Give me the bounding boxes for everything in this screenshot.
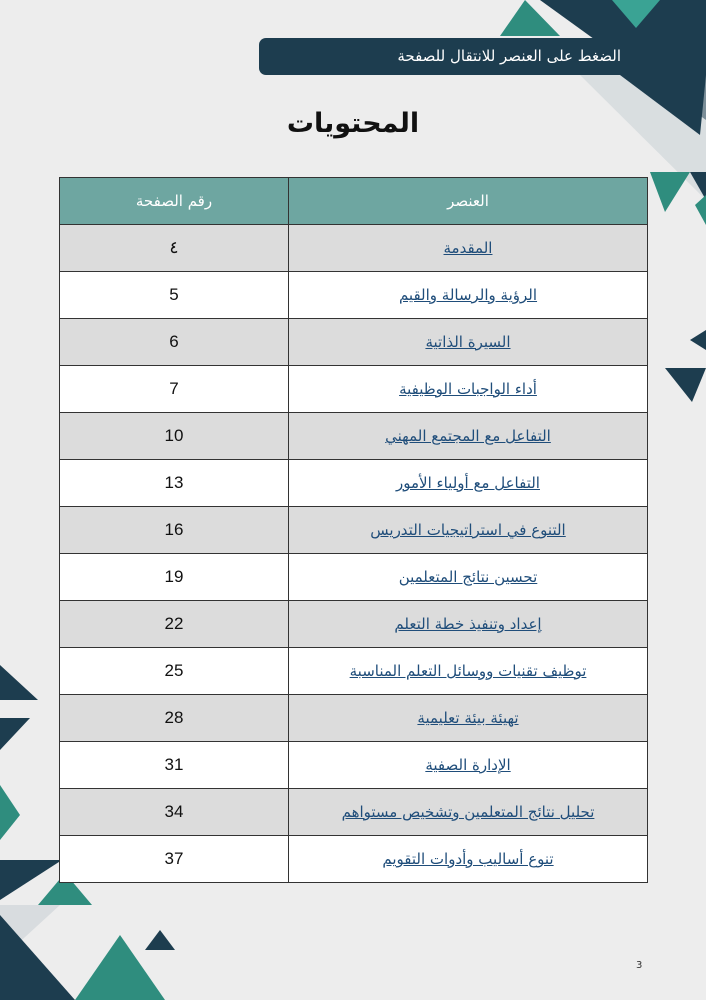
toc-page-number: 10 — [164, 426, 184, 445]
toc-page-number: 13 — [164, 473, 184, 492]
table-row — [60, 742, 648, 789]
toc-link-item[interactable]: إعداد وتنفيذ خطة التعلم — [394, 615, 542, 633]
toc-page-number: 6 — [169, 332, 179, 351]
table-row — [60, 460, 648, 507]
table-row — [60, 272, 648, 319]
page-number: 3 — [636, 960, 643, 971]
table-row — [60, 789, 648, 836]
table-row — [60, 601, 648, 648]
table-row — [60, 366, 648, 413]
toc-link-item[interactable]: تحسين نتائج المتعلمين — [398, 568, 538, 586]
toc-page-number: 34 — [164, 802, 184, 821]
toc-page-number: 25 — [164, 661, 184, 680]
page-title: المحتويات — [286, 108, 420, 139]
table-row — [60, 507, 648, 554]
table-row — [60, 695, 648, 742]
table-row — [60, 225, 648, 272]
toc-page-number: 31 — [164, 755, 184, 774]
table-row — [60, 648, 648, 695]
toc-page-number: 37 — [164, 849, 184, 868]
toc-page-number: ٤ — [169, 238, 179, 257]
table-of-contents — [59, 177, 648, 883]
navigation-hint-banner: الضغط على العنصر للانتقال للصفحة — [259, 38, 706, 75]
toc-link-item[interactable]: التفاعل مع المجتمع المهني — [385, 427, 551, 445]
toc-page-number: 19 — [164, 567, 184, 586]
toc-page-number: 22 — [164, 614, 184, 633]
toc-page-number: 5 — [169, 285, 179, 304]
toc-page-number: 28 — [164, 708, 184, 727]
toc-link-item[interactable]: تهيئة بيئة تعليمية — [417, 709, 519, 727]
table-row — [60, 554, 648, 601]
toc-link-item[interactable]: التفاعل مع أولياء الأمور — [396, 474, 540, 492]
header-item: العنصر — [289, 178, 648, 225]
toc-link-item[interactable]: الرؤية والرسالة والقيم — [398, 286, 538, 304]
table-header-row — [60, 178, 648, 225]
toc-page-number: 16 — [164, 520, 184, 539]
toc-link-item[interactable]: أداء الواجبات الوظيفية — [399, 380, 537, 398]
table-row — [60, 413, 648, 460]
toc-link-item[interactable]: المقدمة — [443, 239, 493, 257]
toc-link-item[interactable]: الإدارة الصفية — [425, 756, 511, 774]
toc-link-item[interactable]: توظيف تقنيات ووسائل التعلم المناسبة — [349, 662, 587, 680]
toc-link-item[interactable]: تحليل نتائج المتعلمين وتشخيص مستواهم — [341, 803, 595, 821]
toc-page-number: 7 — [169, 379, 179, 398]
table-row — [60, 836, 648, 883]
table-row — [60, 319, 648, 366]
toc-link-item[interactable]: تنوع أساليب وأدوات التقويم — [382, 850, 554, 868]
toc-link-item[interactable]: التنوع في استراتيجيات التدريس — [370, 521, 566, 539]
header-page-number: رقم الصفحة — [60, 178, 289, 225]
toc-link-item[interactable]: السيرة الذاتية — [425, 333, 511, 351]
